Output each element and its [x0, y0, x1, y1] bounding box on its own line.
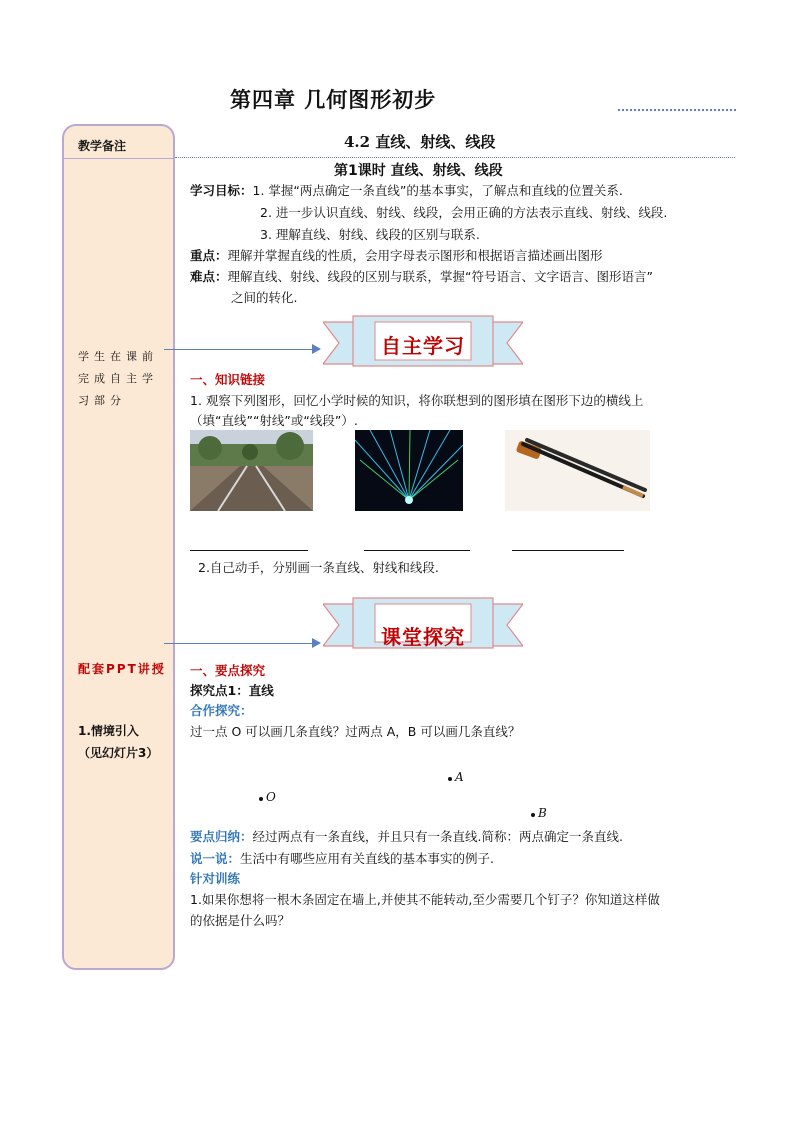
section-title: 4.2 直线、射线、线段 — [344, 133, 496, 151]
key-summary: 要点归纳：经过两点有一条直线，并且只有一条直线.简称：两点确定一条直线. — [190, 829, 623, 844]
answer-blank-1[interactable] — [190, 550, 308, 551]
teaching-notes-sidebar — [62, 124, 175, 970]
sidebar-note-intro-line1: 1.情境引入 — [78, 724, 139, 738]
answer-blank-2[interactable] — [364, 550, 470, 551]
lesson-title: 第1课时 直线、射线、线段 — [334, 163, 503, 179]
point-b-dot — [531, 813, 535, 817]
sidebar-header: 教学备注 — [78, 139, 127, 153]
practice-question-line1: 1.如果你想将一根木条固定在墙上,并使其不能转动,至少需要几个钉子？你知道这样做 — [190, 892, 660, 907]
discussion: 说一说：生活中有哪些应用有关直线的基本事实的例子. — [190, 851, 494, 866]
chapter-title: 第四章 几何图形初步 — [230, 87, 437, 112]
header-dotted-rule — [618, 109, 736, 111]
key-point: 重点：理解并掌握直线的性质，会用字母表示图形和根据语言描述画出图形 — [190, 248, 603, 263]
point-o-label: O — [266, 790, 276, 804]
arrow-head-1 — [312, 344, 321, 354]
objective-2: 2. 进一步认识直线、射线、线段，会用正确的方法表示直线、射线、线段. — [260, 205, 668, 220]
knowledge-q2: 2.自己动手，分别画一条直线、射线和线段. — [198, 560, 439, 575]
answer-blank-3[interactable] — [512, 550, 624, 551]
railway-track-photo — [190, 430, 313, 511]
banner-self-study: 自主学习 — [381, 334, 465, 358]
point-a-dot — [448, 777, 452, 781]
exploration-question: 过一点 O 可以画几条直线？过两点 A，B 可以画几条直线？ — [190, 724, 521, 739]
knowledge-q1-line2: （填“直线”“射线”或“线段”）. — [190, 413, 358, 428]
sidebar-note-intro-line2: （见幻灯片3） — [78, 746, 159, 760]
practice-label: 针对训练 — [190, 871, 241, 886]
sidebar-note-intro — [78, 720, 173, 764]
difficulty: 难点：理解直线、射线、线段的区别与联系，掌握“符号语言、文字语言、图形语言” — [190, 269, 653, 284]
knowledge-link-heading: 一、知识链接 — [190, 372, 266, 387]
objectives-label: 学习目标： — [190, 183, 253, 198]
banner-class-exploration: 课堂探究 — [381, 625, 465, 649]
coop-label: 合作探究： — [190, 703, 253, 718]
objective-3: 3. 理解直线、射线、线段的区别与联系. — [260, 227, 480, 242]
laser-light-beams-photo — [355, 430, 463, 511]
exploration-heading: 一、要点探究 — [190, 663, 266, 678]
chopsticks-photo — [505, 430, 650, 511]
exploration-sub1: 探究点1：直线 — [190, 683, 274, 698]
knowledge-q1-line1: 1. 观察下列图形，回忆小学时候的知识，将你联想到的图形填在图形下边的横线上 — [190, 393, 644, 408]
sidebar-note-self-study: 学生在课前完成自主学习部分 — [78, 350, 158, 407]
point-a-label: A — [455, 770, 464, 784]
point-o-dot — [259, 797, 263, 801]
objective-1: 学习目标：1. 掌握“两点确定一条直线”的基本事实，了解点和直线的位置关系. — [190, 183, 623, 198]
arrow-line-2 — [164, 643, 314, 644]
difficulty-cont: 之间的转化. — [231, 290, 298, 305]
header-dotted-divider — [175, 157, 735, 158]
sidebar-note-ppt: 配套PPT讲授 — [78, 662, 166, 676]
point-b-label: B — [538, 806, 547, 820]
practice-question-line2: 的依据是什么吗？ — [190, 913, 291, 928]
arrow-head-2 — [312, 638, 321, 648]
arrow-line-1 — [164, 349, 314, 350]
